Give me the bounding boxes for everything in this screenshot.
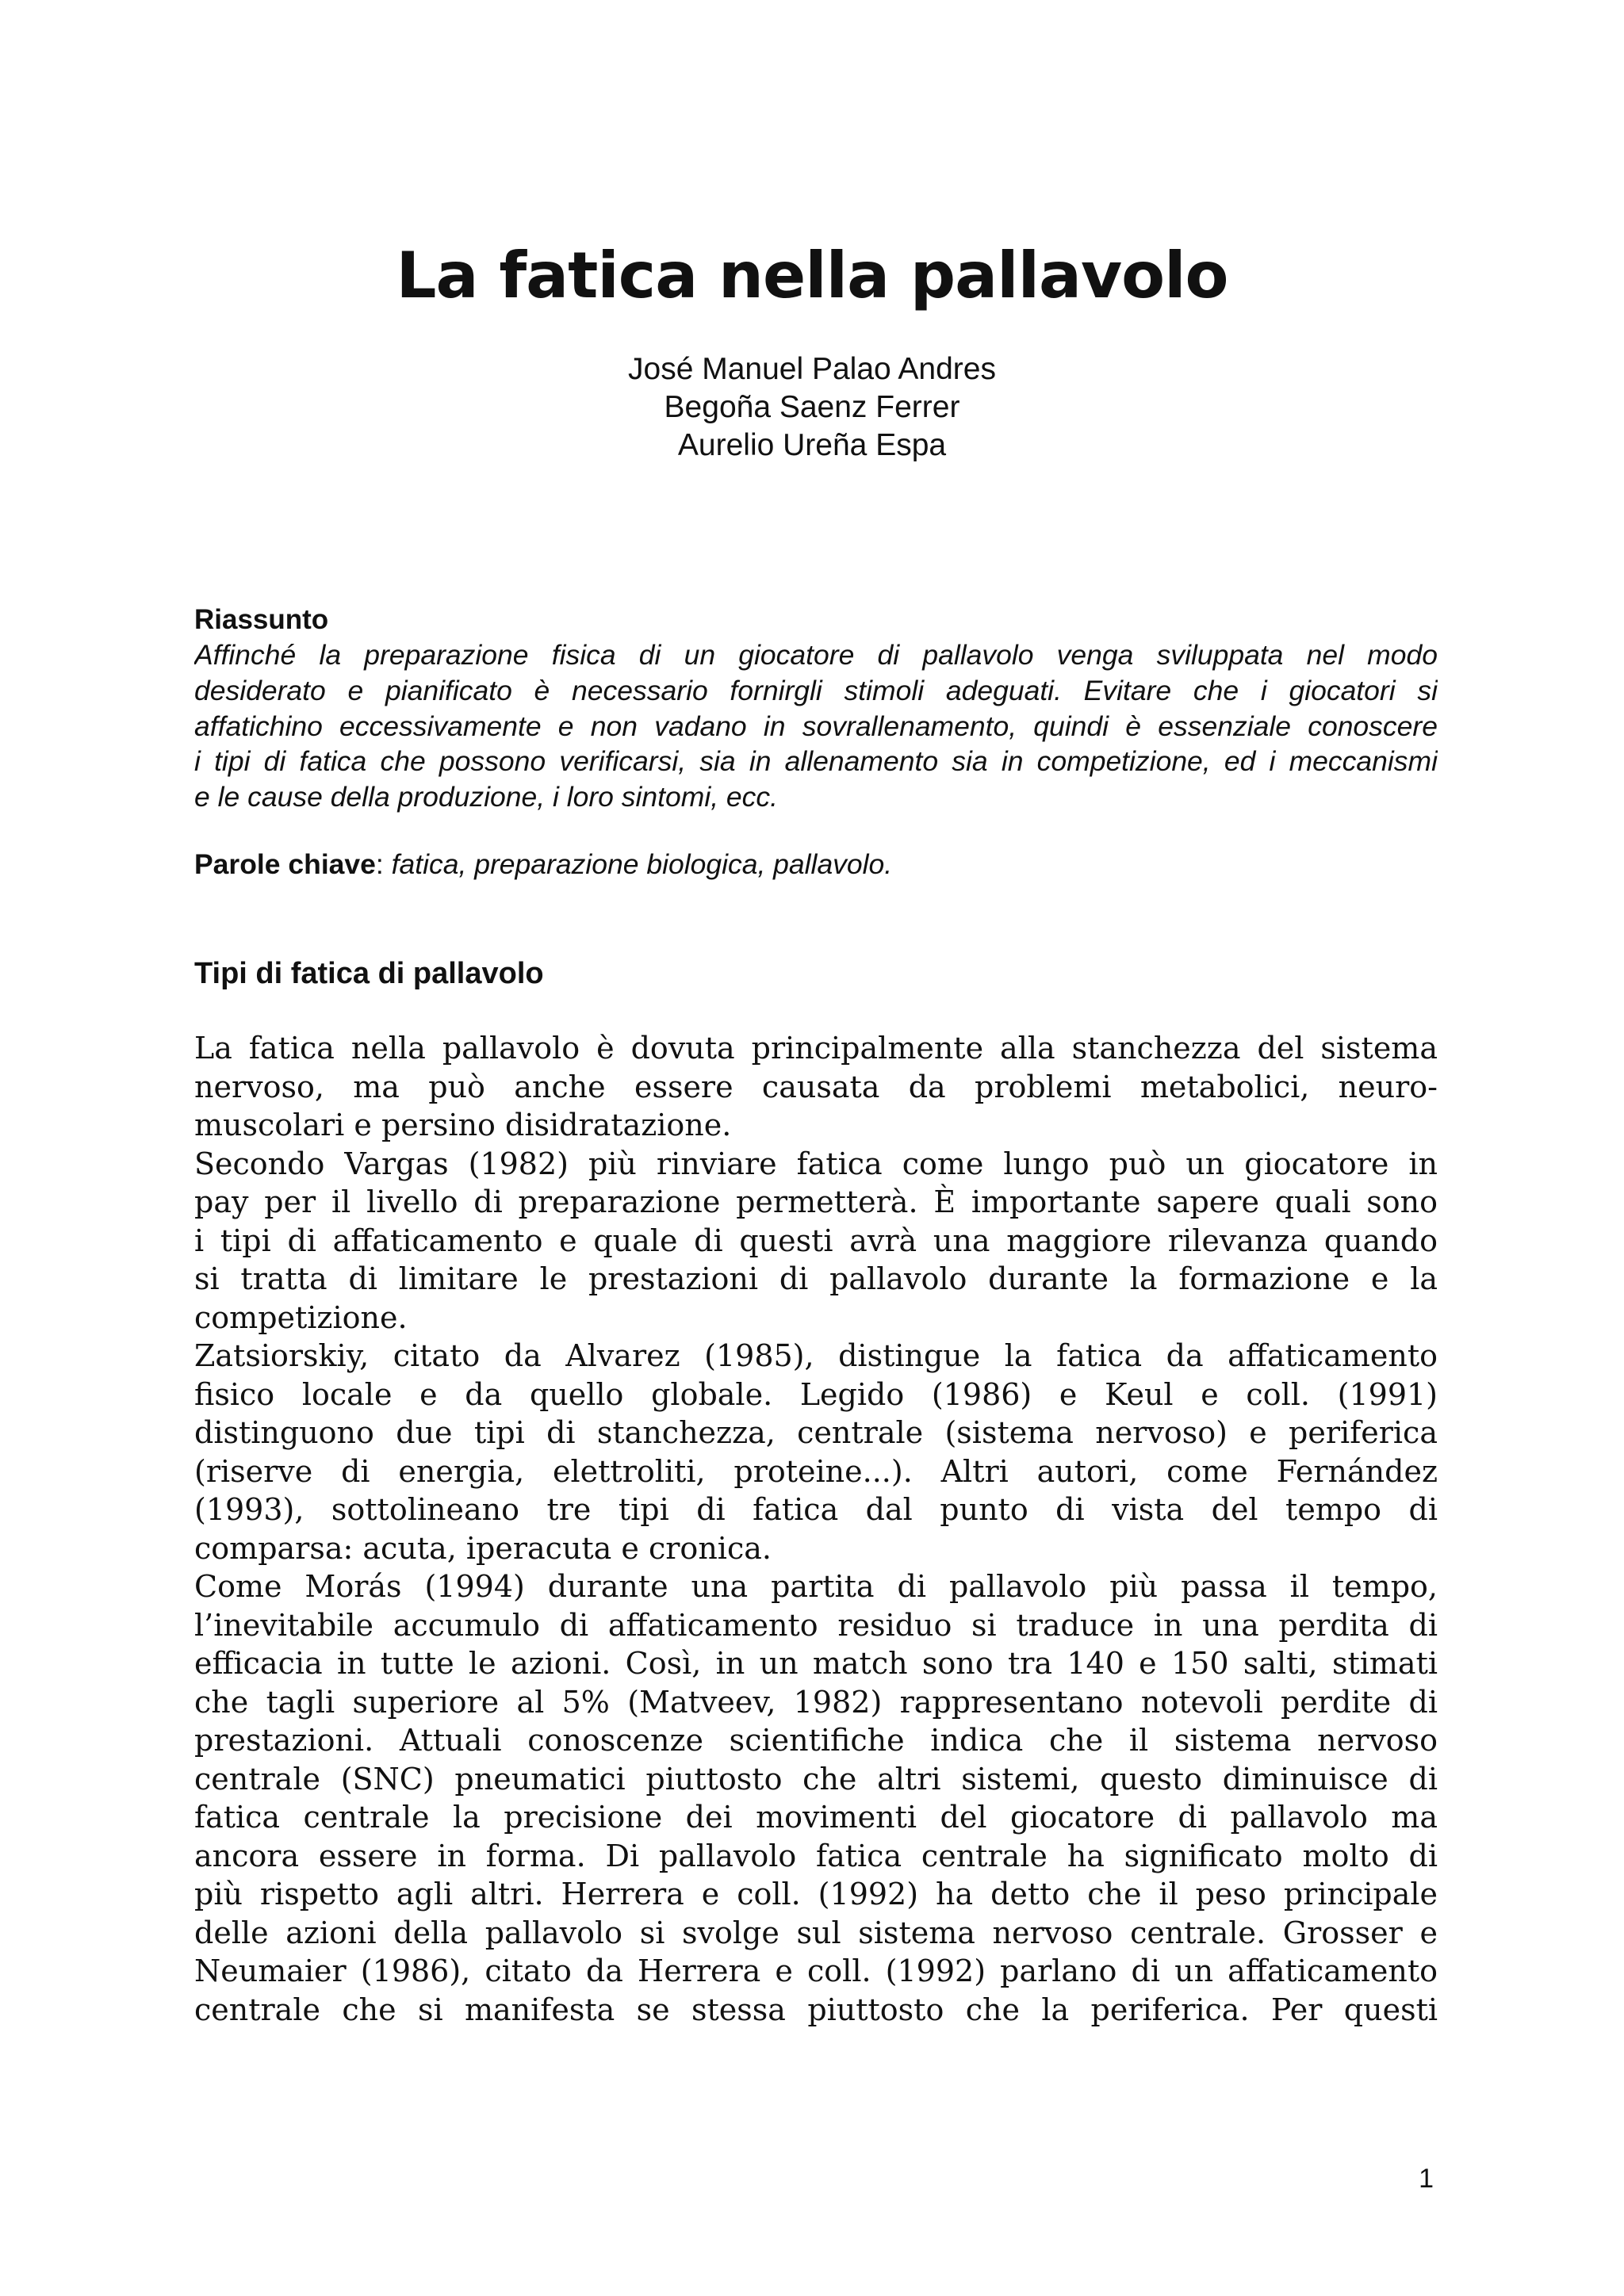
body-line: ancora essere in forma. Di pallavolo fatica centrale ha significato molto di bbox=[194, 1838, 1438, 1873]
abstract-line: affatichino eccessivamente e non vadano in sovrallenamento, quindi è essenziale conoscere bbox=[194, 710, 1438, 742]
author-name: Begoña Saenz Ferrer bbox=[664, 390, 960, 424]
body-line: si tratta di limitare le prestazioni di pallavolo durante la formazione e la bbox=[194, 1261, 1438, 1296]
keywords-separator: : bbox=[375, 848, 392, 880]
body-line: La fatica nella pallavolo è dovuta principalmente alla stanchezza del sistema bbox=[194, 1031, 1438, 1066]
body-line: Come Morás (1994) durante una partita di pallavolo più passa il tempo, bbox=[194, 1569, 1438, 1604]
body-line: fatica centrale la precisione dei movimenti del giocatore di pallavolo ma bbox=[194, 1800, 1438, 1835]
body-line: nervoso, ma può anche essere causata da problemi metabolici, neuro- bbox=[194, 1069, 1438, 1104]
abstract-text bbox=[194, 637, 1438, 815]
body-line: (riserve di energia, elettroliti, proteine...). Altri autori, come Fernández bbox=[194, 1453, 1438, 1489]
body-line: i tipi di affaticamento e quale di questi avrà una maggiore rilevanza quando bbox=[194, 1223, 1438, 1258]
body-line: muscolari e persino disidratazione. bbox=[194, 1108, 732, 1142]
body-line: che tagli superiore al 5% (Matveev, 1982) rappresentano notevoli perdite di bbox=[194, 1684, 1438, 1720]
body-line: centrale che si manifesta se stessa piuttosto che la periferica. Per questi bbox=[194, 1992, 1438, 2027]
keywords-values: fatica, preparazione biologica, pallavolo. bbox=[391, 848, 893, 880]
author-list bbox=[0, 350, 1624, 465]
body-line: competizione. bbox=[194, 1299, 408, 1335]
body-line: l’inevitabile accumulo di affaticamento residuo si traduce in una perdita di bbox=[194, 1607, 1438, 1643]
body-line: Secondo Vargas (1982) più rinviare fatica come lungo può un giocatore in bbox=[194, 1146, 1438, 1181]
document-title: La fatica nella pallavolo bbox=[396, 239, 1228, 312]
abstract-line: e le cause della produzione, i loro sintomi, ecc. bbox=[194, 781, 779, 813]
section-heading: Tipi di fatica di pallavolo bbox=[194, 957, 544, 990]
body-line: delle azioni della pallavolo si svolge sul sistema nervoso centrale. Grosser e bbox=[194, 1915, 1438, 1950]
author-name: Aurelio Ureña Espa bbox=[677, 428, 947, 462]
abstract-line: Affinché la preparazione fisica di un giocatore di pallavolo venga sviluppata nel modo bbox=[194, 639, 1438, 671]
body-line: (1993), sottolineano tre tipi di fatica dal punto di vista del tempo di bbox=[194, 1492, 1438, 1527]
abstract-heading: Riassunto bbox=[194, 604, 329, 635]
body-line: più rispetto agli altri. Herrera e coll. (1992) ha detto che il peso principale bbox=[194, 1877, 1438, 1911]
body-line: pay per il livello di preparazione permetterà. È importante sapere quali sono bbox=[194, 1184, 1438, 1219]
page-number: 1 bbox=[1419, 2164, 1434, 2194]
keywords-label: Parole chiave bbox=[194, 848, 376, 880]
author-name: José Manuel Palao Andres bbox=[628, 352, 996, 386]
body-line: efficacia in tutte le azioni. Così, in un match sono tra 140 e 150 salti, stimati bbox=[194, 1646, 1438, 1681]
section-body bbox=[194, 1029, 1438, 2029]
body-line: prestazioni. Attuali conoscenze scientifiche indica che il sistema nervoso bbox=[194, 1723, 1438, 1758]
abstract-line: desiderato e pianificato è necessario fornirgli stimoli adeguati. Evitare che i giocatori si bbox=[194, 674, 1438, 706]
keywords bbox=[194, 847, 892, 882]
body-line: Zatsiorskiy, citato da Alvarez (1985), distingue la fatica da affaticamento bbox=[194, 1338, 1438, 1373]
body-line: distinguono due tipi di stanchezza, centrale (sistema nervoso) e periferica bbox=[194, 1415, 1438, 1450]
body-line: fisico locale e da quello globale. Legido (1986) e Keul e coll. (1991) bbox=[194, 1376, 1438, 1412]
body-line: comparsa: acuta, iperacuta e cronica. bbox=[194, 1530, 772, 1566]
abstract-line: i tipi di fatica che possono verificarsi, sia in allenamento sia in competizione, ed i meccanismi bbox=[194, 745, 1438, 778]
body-line: Neumaier (1986), citato da Herrera e coll. (1992) parlano di un affaticamento bbox=[194, 1954, 1438, 1988]
body-line: centrale (SNC) pneumatici piuttosto che altri sistemi, questo diminuisce di bbox=[194, 1761, 1438, 1797]
